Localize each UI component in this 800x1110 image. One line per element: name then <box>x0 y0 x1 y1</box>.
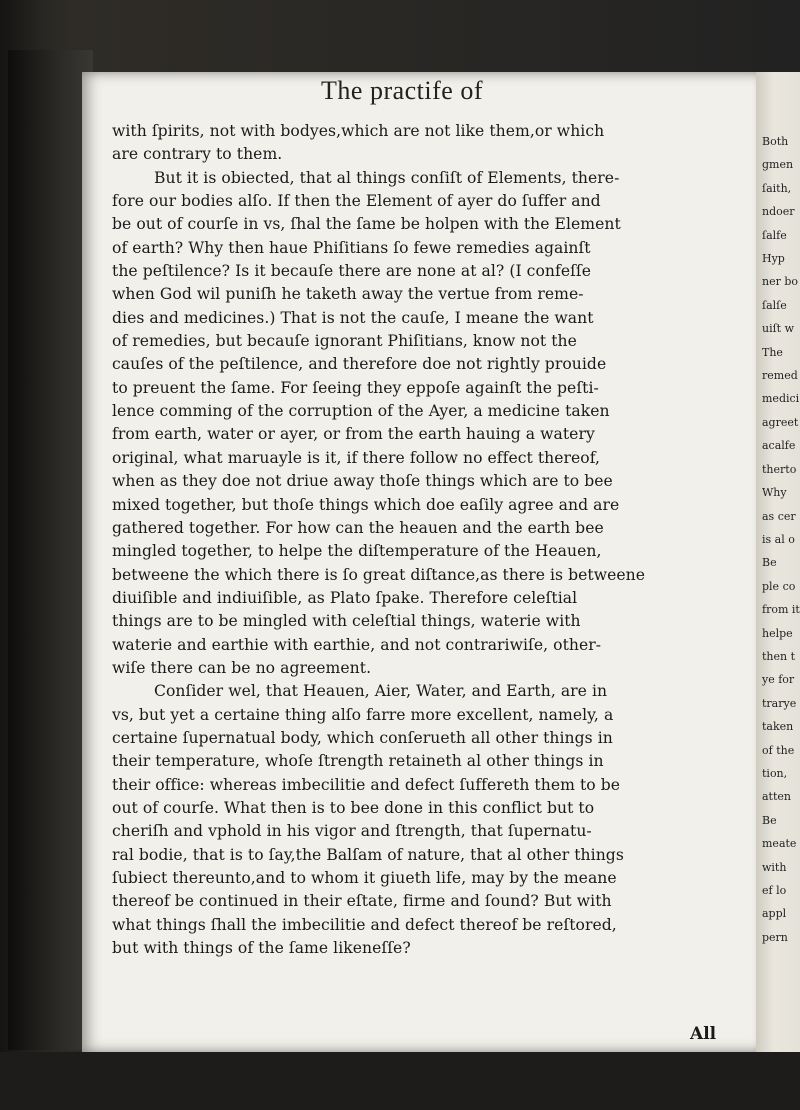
text-line: thereof be continued in their eſtate, firme and ſound? But with <box>112 892 612 911</box>
facing-fragment: ſaith, <box>762 181 792 195</box>
text-line: gathered together. For how can the heauen and the earth bee <box>112 518 604 537</box>
book-spine-edge <box>8 50 93 1050</box>
text-line: with ſpirits, not with bodyes,which are not like them,or which <box>112 122 605 140</box>
facing-fragment: Why <box>762 486 787 500</box>
text-line: their office: whereas imbecilitie and defect ſuffereth them to be <box>112 775 621 794</box>
scan-bottom-strip <box>0 1052 800 1110</box>
running-head: The practife of <box>321 76 483 105</box>
text-line: cheriſh and vphold in his vigor and ſtrength, that ſupernatu- <box>112 822 592 841</box>
text-line: ſubiect thereunto,and to whom it giueth life, may by the meane <box>112 869 617 887</box>
facing-fragment: appl <box>762 907 787 921</box>
facing-fragment: is al o <box>762 532 795 546</box>
facing-fragment: ſalſe <box>762 298 787 312</box>
text-line: cauſes of the peſtilence, and therefore doe not rightly prouide <box>112 355 607 374</box>
facing-fragment: helpe <box>762 626 793 640</box>
facing-fragment: tion, <box>762 766 788 780</box>
facing-fragment: ef lo <box>762 884 787 897</box>
text-line: are contrary to them. <box>112 145 283 164</box>
facing-fragment: meate <box>762 837 797 851</box>
facing-fragment: pern <box>762 930 788 944</box>
facing-fragment: Hyp <box>762 252 785 266</box>
text-line: the peſtilence? Is it becauſe there are none at al? (I confeſſe <box>112 262 592 281</box>
facing-fragment: ye for <box>762 673 795 687</box>
text-line: Conſider wel, that Heauen, Aier, Water, and Earth, are in <box>154 682 608 701</box>
text-line: mingled together, to helpe the diſtemperature of the Heauen, <box>112 542 602 561</box>
text-line: what things ſhall the imbecilitie and defect thereof be reſtored, <box>112 915 617 934</box>
facing-page-edge <box>756 72 800 1072</box>
facing-fragment: uiſt w <box>762 322 795 336</box>
text-line: from earth, water or ayer, or from the earth hauing a watery <box>112 425 595 444</box>
text-line: fore our bodies alſo. If then the Element of ayer do ſuffer and <box>112 192 601 211</box>
catchword: All <box>690 1024 717 1044</box>
text-line: ral bodie, that is to ſay,the Balſam of nature, that al other things <box>112 845 624 864</box>
text-line: waterie and earthie with earthie, and not contrariwiſe, other- <box>112 635 602 654</box>
facing-fragment: agreet <box>762 415 799 429</box>
facing-fragment: remed <box>762 369 798 383</box>
facing-fragment: trarye <box>762 696 797 710</box>
facing-fragment: taken <box>762 720 794 734</box>
facing-fragment: Both <box>762 135 789 148</box>
facing-fragment: of the <box>762 743 795 757</box>
text-line: But it is obiected, that al things conſiſt of Elements, there- <box>154 168 620 187</box>
text-line: of earth? Why then haue Phiſitians ſo fewe remedies againſt <box>112 238 591 257</box>
facing-fragment: ple co <box>762 579 796 593</box>
text-line: mixed together, but thoſe things which doe eaſily agree and are <box>112 495 620 514</box>
facing-fragment: The <box>762 345 783 359</box>
text-line: things are to be mingled with celeſtial things, waterie with <box>112 612 581 631</box>
facing-fragment: atten <box>762 790 791 804</box>
text-line: their temperature, whoſe ſtrength retaineth al other things in <box>112 752 604 771</box>
text-line: wiſe there can be no agreement. <box>112 658 372 677</box>
text-line: be out of courſe in vs, ſhal the ſame be holpen with the Element <box>112 215 621 234</box>
facing-fragment: gmen <box>762 158 794 172</box>
facing-fragment: medici <box>762 392 800 406</box>
facing-fragment: with <box>762 860 787 874</box>
text-line: when as they doe not driue away thoſe things which are to bee <box>112 472 613 491</box>
facing-fragment: Be <box>762 813 777 827</box>
text-line: betweene the which there is ſo great diſtance,as there is betweene <box>112 565 646 584</box>
text-line: but with things of the ſame likeneſſe? <box>112 939 411 958</box>
text-line: of remedies, but becauſe ignorant Phiſitians, know not the <box>112 332 577 351</box>
facing-fragment: ſalfe <box>762 228 787 242</box>
facing-fragment: from it <box>762 603 800 617</box>
facing-fragment: acalfe <box>762 439 796 453</box>
body-text <box>112 120 722 960</box>
text-line: original, what maruayle is it, if there follow no effect thereof, <box>112 448 601 467</box>
text-line: to preuent the ſame. For ſeeing they eppoſe againſt the peſti- <box>112 378 599 397</box>
text-line: diuiſible and indiuiſible, as Plato ſpake. Therefore celeſtial <box>112 588 578 607</box>
facing-fragment: therto <box>762 462 797 476</box>
text-line: vs, but yet a certaine thing alſo farre more excellent, namely, a <box>112 705 614 724</box>
text-line: certaine ſupernatual body, which conſerueth all other things in <box>112 728 613 747</box>
text-line: when God wil puniſh he taketh away the vertue from reme- <box>112 285 584 304</box>
facing-fragment: as cer <box>762 509 796 523</box>
facing-fragment: then t <box>762 649 796 663</box>
text-line: out of courſe. What then is to bee done in this conflict but to <box>112 798 595 817</box>
facing-fragment: ndoer <box>762 205 795 219</box>
facing-fragment: Be <box>762 556 777 570</box>
text-line: dies and medicines.) That is not the cauſe, I meane the want <box>112 308 594 327</box>
facing-page-text <box>756 72 800 949</box>
text-line: lence comming of the corruption of the Ayer, a medicine taken <box>112 402 610 421</box>
facing-fragment: ner bo <box>762 275 799 289</box>
